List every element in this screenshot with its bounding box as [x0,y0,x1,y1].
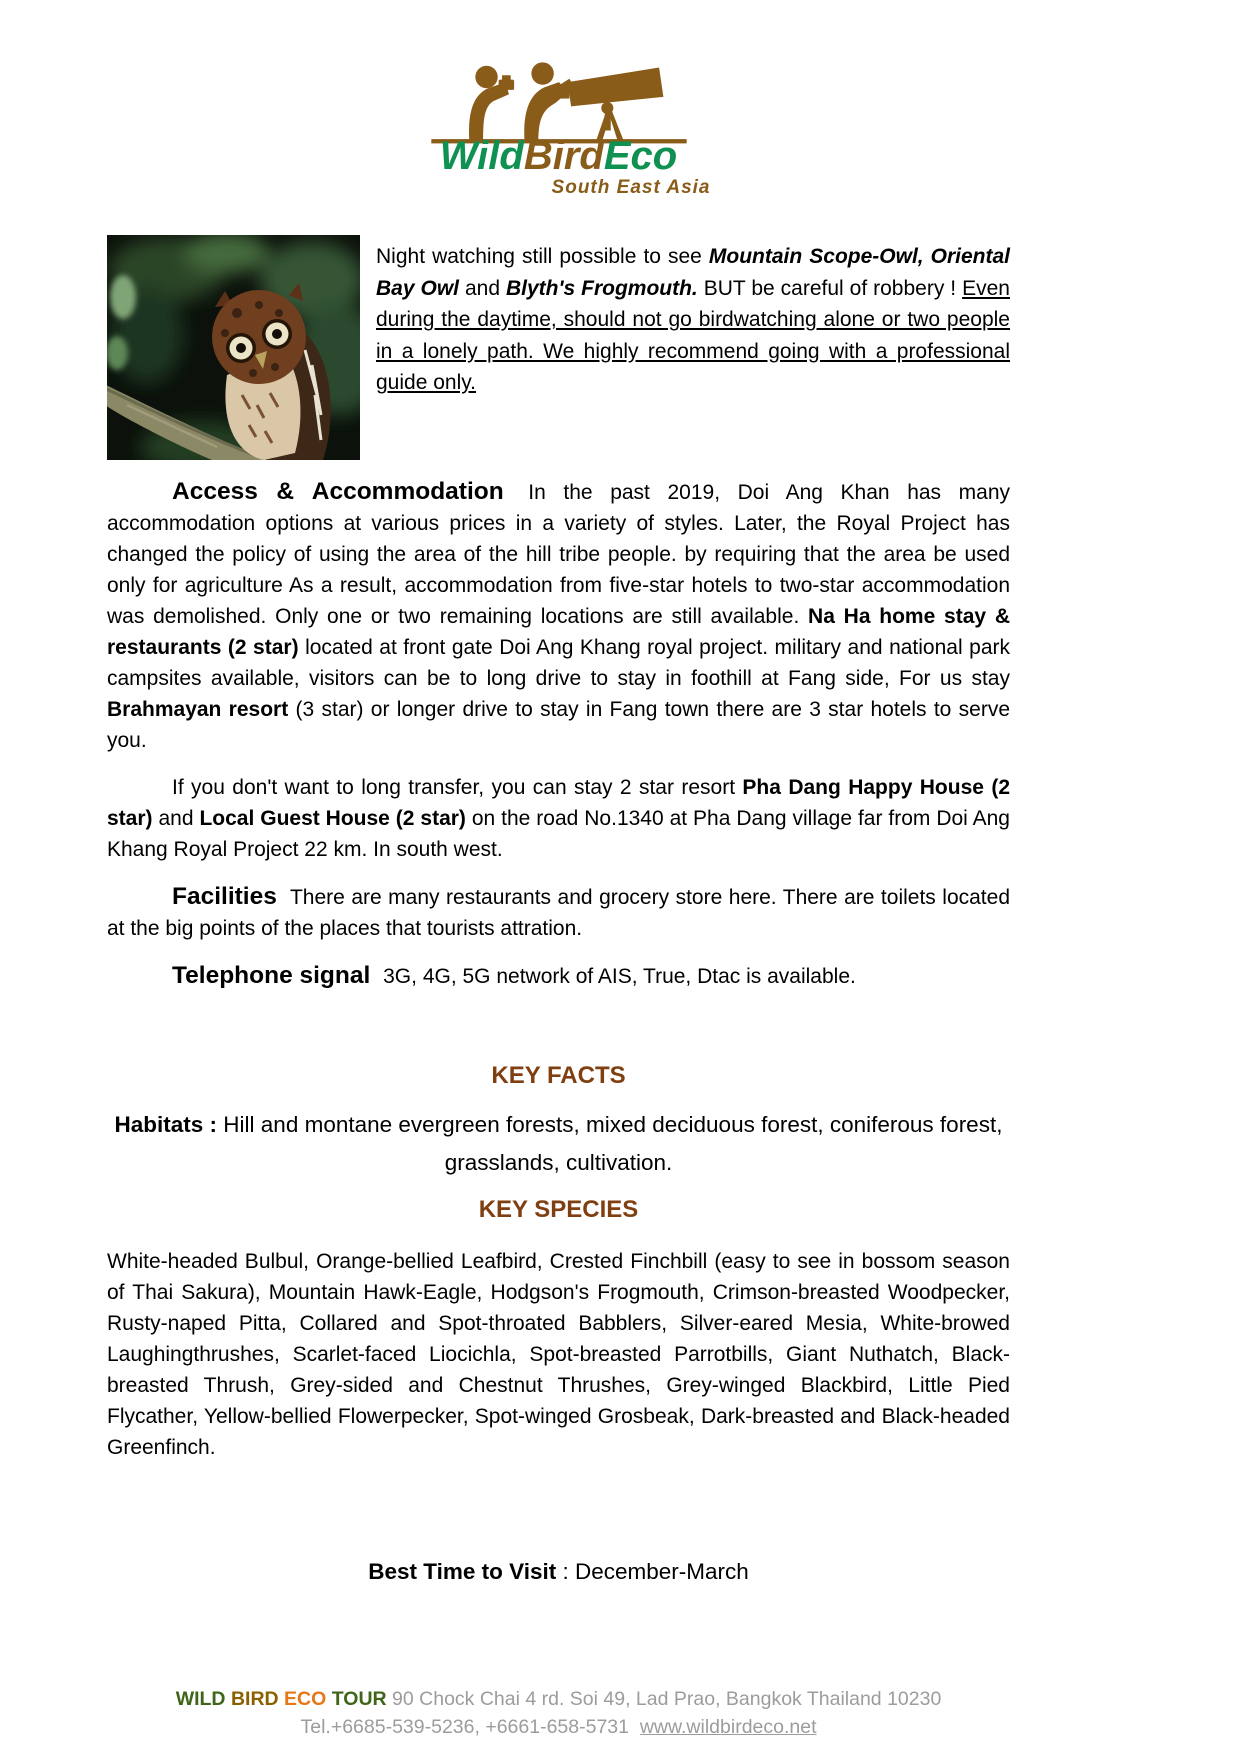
footer-tel: Tel.+6685-539-5236, +6661-658-5731 [300,1716,629,1738]
access-text-3: (3 star) or longer drive to stay in Fang town there are 3 star hotels to serve you. [107,698,1010,752]
intro-species-1: Mountain Scope-Owl, Oriental Bay Owl [376,245,1011,300]
habitats-text: Hill and montane evergreen forests, mixed deciduous forest, coniferous forest, grasslands, cultivation. [217,1112,1003,1175]
key-species-title: KEY SPECIES [478,1196,639,1223]
transfer-bold-phadang: Pha Dang Happy House (2 star) [107,776,1010,830]
footer-website-link[interactable]: www.wildbirdeco.net [639,1716,817,1738]
birdwatchers-icon [409,58,709,146]
intro-warning-underlined: Even during the daytime, should not go birdwatching alone or two people in a lonely path. We highly recommend going with a professional guide only. [376,276,1010,394]
best-time-line [107,1559,1010,1585]
access-text-2: located at front gate Doi Ang Khang royal project. military and national park campsites available, visitors can be to long drive to stay in foothill at Fang side, For us stay [107,636,1010,690]
facilities-paragraph [107,881,1010,944]
logo-word-bird: Bird [523,134,604,178]
facilities-heading: Facilities [172,883,277,910]
footer-brand-eco: ECO [284,1688,327,1710]
logo-word-eco: Eco [603,134,678,178]
transfer-bold-guesthouse: Local Guest House (2 star) [199,807,466,830]
intro-text-1: Night watching still possible to see [376,245,709,268]
transfer-text-1: If you don't want to long transfer, you can stay 2 star resort [172,776,743,799]
logo-word-wild: Wild [439,134,524,178]
transfer-paragraph [107,772,1010,865]
owl-photo [107,235,360,460]
access-bold-naha: Na Ha home stay & restaurants (2 star) [107,605,1010,659]
intro-section [107,235,1010,460]
logo-subtitle: South East Asia [551,177,711,198]
intro-text-2: and [459,276,506,300]
telephone-heading: Telephone signal [172,962,371,989]
key-species-paragraph: White-headed Bulbul, Orange-bellied Leafbird, Crested Finchbill (easy to see in bossom season of Thai Sakura), Mountain Hawk-Eagle, Hodgson's Frogmouth, Crimson-breasted Woodpecker, Rusty-naped Pitta, Collared and Spot-throated Babblers, Silver-eared Mesia, White-browed Laughingthrushes, Scarlet-faced Liocichla, Spot-breasted Parrotbills, Giant Nuthatch, Black-breasted Thrush, Grey-sided and Chestnut Thrushes, Grey-winged Blackbird, Little Pied Flycather, Yellow-bellied Flowerpecker, Spot-winged Grosbeak, Dark-breasted and Black-headed Greenfinch. [107,1250,1010,1459]
transfer-text-3: on the road No.1340 at Pha Dang village far from Doi Ang Khang Royal Project 22 km. In south west. [107,807,1010,861]
best-time-label: Best Time to Visit [368,1559,557,1584]
footer-brand-wild: WILD [175,1688,226,1710]
footer [107,1685,1010,1741]
intro-species-2: Blyth's Frogmouth. [505,276,698,300]
wildbirdeco-logo [403,58,715,199]
footer-brand-tour: TOUR [331,1688,387,1710]
telephone-paragraph [107,960,1010,992]
access-bold-brahmayan: Brahmayan resort [107,698,289,721]
transfer-text-2: and [152,807,200,830]
footer-address-line [107,1685,1010,1713]
footer-contact-line [107,1713,1010,1741]
footer-address: 90 Chock Chai 4 rd. Soi 49, Lad Prao, Bangkok Thailand 10230 [386,1688,942,1710]
facilities-text: There are many restaurants and grocery store here. There are toilets located at the big points of the places that tourists attration. [107,886,1010,940]
habitats-label: Habitats : [114,1112,218,1137]
night-watching-paragraph [376,235,1010,460]
footer-brand-bird: BIRD [230,1688,279,1710]
access-text-1: In the past 2019, Doi Ang Khan has many accommodation options at various prices in a variety of styles. Later, the Royal Project has changed the policy of using the area of the hill tribe people. by requiring that the area be used only for agriculture As a result, accommodation from five-star hotels to two-star accommodation was demolished. Only one or two remaining locations are still available. [107,481,1010,628]
best-time-value: : December-March [556,1559,749,1584]
key-facts-title: KEY FACTS [491,1062,626,1089]
telephone-text: 3G, 4G, 5G network of AIS, True, Dtac is available. [377,965,856,988]
intro-text-3: BUT be careful of robbery ! [697,276,963,300]
habitats-line [107,1106,1010,1182]
access-heading: Access & Accommodation [172,478,504,505]
logo-wordmark [403,136,715,176]
access-accommodation-paragraph [107,476,1010,756]
